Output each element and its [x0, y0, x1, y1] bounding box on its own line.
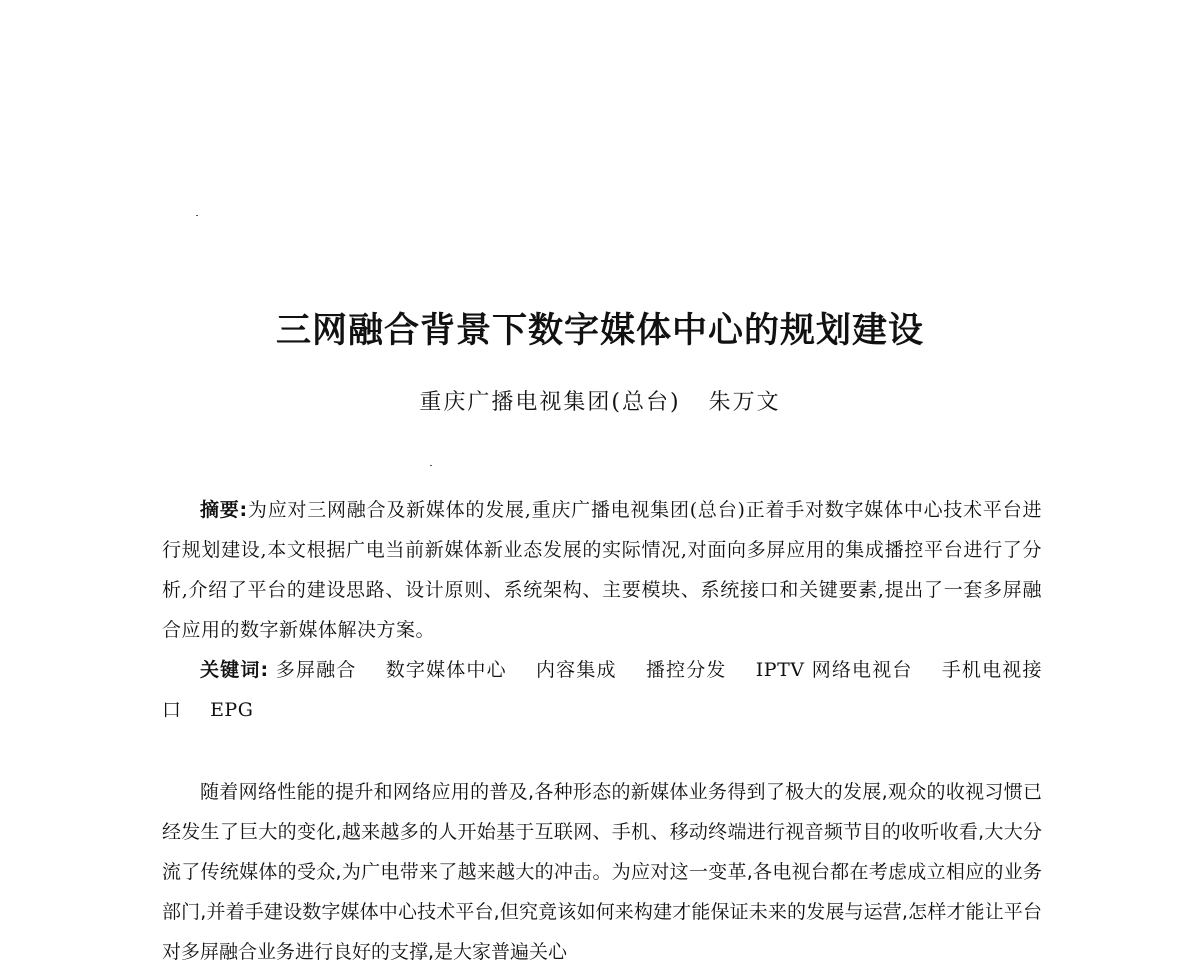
- body-paragraph: 随着网络性能的提升和网络应用的普及,各种形态的新媒体业务得到了极大的发展,观众的收视习惯已经发生了巨大的变化,越来越多的人开始基于互联网、手机、移动终端进行视音频节目的收听收看,大大分流了传统媒体的受众,为广电带来了越来越大的冲击。为应对这一变革,各电视台都在考虑成立相应的业务部门,并着手建设数字媒体中心技术平台,但究竟该如何来构建才能保证未来的发展与运营,怎样才能让平台对多屏融合业务进行良好的支撑,是大家普遍关心: [162, 781, 1042, 963]
- keyword: IPTV 网络电视台: [755, 659, 913, 681]
- scan-speck: [430, 465, 432, 466]
- affiliation: 重庆广播电视集团(总台): [419, 390, 681, 415]
- scan-speck: [196, 215, 198, 216]
- keyword: 多屏融合: [275, 659, 357, 681]
- abstract-label: 摘要:: [200, 499, 248, 521]
- keyword: 内容集成: [535, 659, 617, 681]
- keywords-label: 关键词:: [200, 659, 269, 681]
- abstract-text: 为应对三网融合及新媒体的发展,重庆广播电视集团(总台)正着手对数字媒体中心技术平台进行规划建设,本文根据广电当前新媒体新业态发展的实际情况,对面向多屏应用的集成播控平台进行了分析,介绍了平台的建设思路、设计原则、系统架构、主要模块、系统接口和关键要素,提出了一套多屏融合应用的数字新媒体解决方案。: [162, 499, 1042, 641]
- keyword: 数字媒体中心: [385, 659, 507, 681]
- abstract: [162, 490, 1042, 650]
- keyword: 播控分发: [645, 659, 727, 681]
- article-title: 三网融合背景下数字媒体中心的规划建设: [275, 311, 924, 351]
- keyword: 手机电视接口: [162, 659, 1042, 721]
- keyword: EPG: [210, 699, 254, 721]
- author-name: 朱万文: [708, 390, 781, 415]
- author-line: [0, 385, 1200, 416]
- keywords: [162, 650, 1042, 730]
